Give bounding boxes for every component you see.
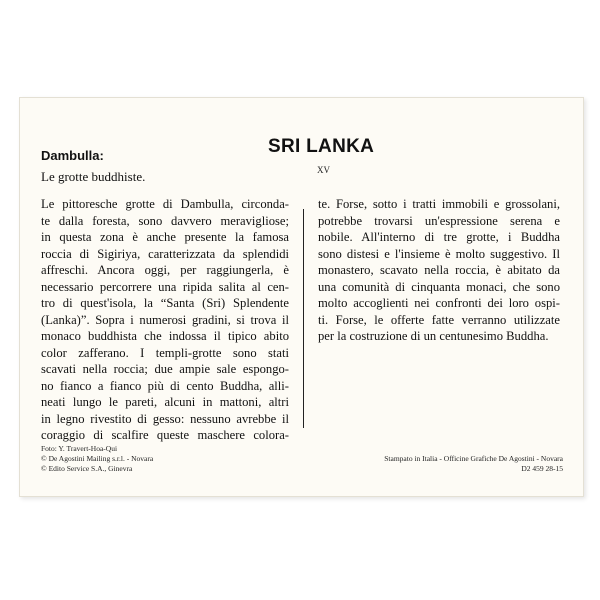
text-line: scavati nella roccia; due ampie sale espongo- bbox=[41, 362, 289, 376]
text-line: molto accoglienti nei confronti dei loro ospi- bbox=[318, 296, 560, 310]
credit-line: © De Agostini Mailing s.r.l. - Novara bbox=[41, 454, 154, 463]
text-line: per la costruzione di un centunesimo Buddha. bbox=[318, 329, 549, 343]
text-line: Le pittoresche grotte di Dambulla, circonda- bbox=[41, 197, 289, 211]
section-heading: Dambulla: bbox=[41, 148, 104, 163]
text-line: roccia di Sigiriya, caratterizzata da splendidi bbox=[41, 246, 289, 261]
text-line: color zafferano. I templi-grotte sono stati bbox=[41, 345, 289, 360]
text-line: no fianco a fianco più di cento Buddha, alli- bbox=[41, 378, 289, 393]
text-line: affreschi. Ancora oggi, per raggiungerla, è bbox=[41, 263, 289, 277]
text-line: (Lanka)”. Sopra i numerosi gradini, si trova il bbox=[41, 312, 289, 327]
credit-line: Foto: Y. Travert-Hoa-Qui bbox=[41, 444, 118, 453]
text-line: tro di quest'isola, la “Santa (Sri) Splendente bbox=[41, 296, 289, 310]
text-line: monastero, scavato nella roccia, è abitato da bbox=[318, 263, 560, 277]
text-line: in questa zona è anche presente la famosa bbox=[41, 230, 289, 244]
photo-credits bbox=[41, 444, 153, 474]
text-line: ti. Forse, le offerte fatte verranno utilizzate bbox=[318, 312, 560, 327]
section-subheading: Le grotte buddhiste. bbox=[41, 169, 146, 184]
text-line: nobile. All'interno di tre grotte, i Buddha bbox=[318, 230, 560, 244]
column-divider bbox=[303, 209, 304, 428]
text-line: una comunità di cinquanta monaci, che sono bbox=[318, 279, 560, 294]
printer-line: Stampato in Italia - Officine Grafiche De Agostini - Novara bbox=[384, 454, 563, 463]
credit-line: © Edito Service S.A., Ginevra bbox=[41, 464, 133, 473]
text-line: coraggio di scalfire queste maschere colora- bbox=[41, 428, 289, 442]
print-info bbox=[384, 454, 563, 474]
body-text-right-column bbox=[318, 196, 560, 345]
page-number: XV bbox=[317, 165, 330, 175]
catalog-code: D2 459 28-15 bbox=[521, 464, 563, 473]
body-text-left-column bbox=[41, 196, 289, 444]
text-line: necessario percorrere una ripida salita al cen- bbox=[41, 279, 289, 294]
postcard bbox=[19, 97, 584, 497]
text-line: potrebbe trovarsi un'espressione serena e bbox=[318, 213, 560, 228]
text-line: monaco buddhista che indossa il tipico abito bbox=[41, 329, 289, 343]
text-line: sono distesi e l'insieme è molto suggestivo. Il bbox=[318, 246, 560, 261]
text-line: neati lungo le pareti, alcuni in mattoni, altri bbox=[41, 395, 289, 409]
text-line: te dalla foresta, sono davvero meravigliose; bbox=[41, 213, 289, 228]
text-line: te. Forse, sotto i tratti immobili e grossolani, bbox=[318, 197, 560, 211]
page-title: SRI LANKA bbox=[268, 136, 375, 157]
text-line: in legno rivestito di gesso: nessuno avrebbe il bbox=[41, 411, 289, 426]
